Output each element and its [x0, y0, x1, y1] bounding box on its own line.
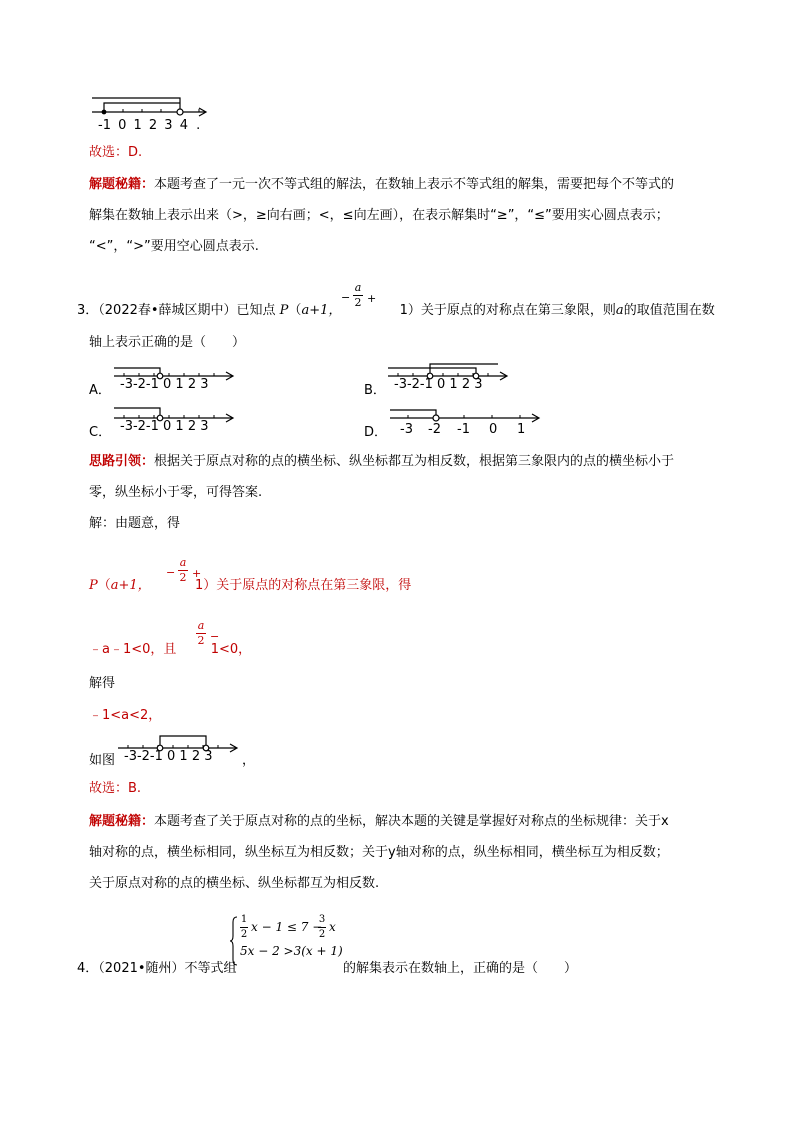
- solution-answer: 故选：B.: [89, 781, 142, 796]
- q3-stem-line-1: [77, 302, 715, 320]
- guide-text-1: 根据关于原点对称的点的横坐标、纵坐标都互为相反数，根据第三象限内的点的横坐标小于: [154, 454, 675, 469]
- guide-colon: ：: [141, 454, 155, 469]
- top-tip-colon: ：: [141, 177, 155, 192]
- q3-option-c-number-line[interactable]: [112, 400, 242, 444]
- q3-option-d-tick: 1: [517, 422, 526, 437]
- guide-line-1: [89, 453, 674, 471]
- solution-p-line: [89, 577, 411, 595]
- top-tip-text-1: 本题考查了一元一次不等式组的解法，在数轴上表示不等式组的解集，需要把每个不等式的: [154, 177, 675, 192]
- top-tip-line-1: [89, 176, 674, 194]
- q3-fraction: [353, 282, 363, 309]
- solution-a-plus-one: a+1，: [110, 578, 151, 593]
- top-number-line: [90, 92, 230, 136]
- q4-suffix: 的解集表示在数轴上，正确的是（ ）: [343, 961, 578, 976]
- q3-option-d-label[interactable]: D．: [364, 425, 388, 440]
- q4-brace-icon: [230, 916, 238, 966]
- solution-intro: 解：由题意，得: [89, 516, 181, 531]
- solution-p-frac-den: 2: [179, 571, 187, 584]
- top-number-line-end: .: [196, 118, 201, 133]
- solution-p-frac-minus: −: [166, 566, 176, 579]
- q4-eq1-frac1-den: 2: [240, 929, 248, 940]
- bottom-tip-label: 解题秘籍: [89, 814, 142, 829]
- solution-p-frac-num: a: [179, 556, 187, 569]
- q3-option-c-label[interactable]: C．: [89, 425, 112, 440]
- q3-option-b-number-line[interactable]: [386, 358, 516, 402]
- q3-option-a-label[interactable]: A．: [89, 383, 111, 398]
- solution-ineq-part2: 1<0，: [210, 642, 252, 657]
- bottom-tip-text-2: 轴对称的点，横坐标相同，纵坐标互为相反数；关于y轴对称的点，纵坐标相同，横坐标互为相反数；: [89, 845, 669, 860]
- bottom-tip-colon: ：: [141, 814, 155, 829]
- q3-frac-num: a: [354, 281, 362, 294]
- q4-eq1-frac2: [318, 914, 326, 941]
- q3-option-d-tick: -2: [428, 422, 441, 437]
- q4-eq2: 5x − 2 >3(x + 1): [240, 944, 343, 958]
- q4-eq1-frac1: [240, 914, 248, 941]
- q3-var-a: a: [615, 303, 624, 318]
- q3-frac-plus: +: [367, 292, 377, 305]
- guide-label: 思路引领: [89, 454, 142, 469]
- solution-figure-ticks: -3-2-1 0 1 2 3: [124, 749, 213, 764]
- solution-p-rest: 1）关于原点的对称点在第三象限，得: [194, 578, 412, 593]
- q3-option-d-tick: 0: [489, 422, 498, 437]
- guide-text-2: 零，纵坐标小于零，可得答案.: [89, 485, 263, 500]
- solution-solve: 解得: [89, 676, 116, 691]
- q3-prefix: 3．（2022春•薛城区期中）已知点: [77, 303, 276, 318]
- bottom-tip-text-3: 关于原点对称的点的横坐标、纵坐标都互为相反数.: [89, 876, 380, 891]
- q3-option-a-ticks: -3-2-1 0 1 2 3: [120, 377, 209, 392]
- top-number-line-ticks: -1 0 1 2 3 4: [98, 118, 188, 133]
- solution-ineq-frac-minus: −: [210, 630, 220, 643]
- q4-eq1-frac1-num: 1: [240, 914, 248, 925]
- q3-option-b-ticks: -3-2-1 0 1 2 3: [394, 377, 483, 392]
- q4-eq1-frac2-den: 2: [318, 929, 326, 940]
- solution-figure-number-line: [116, 730, 246, 774]
- q3-frac-den: 2: [354, 296, 362, 309]
- q4-prefix: 4．（2021•随州）不等式组: [77, 961, 237, 976]
- solution-figure-suffix: ，: [242, 753, 256, 768]
- solution-figure-prefix: 如图: [89, 753, 116, 768]
- solution-ineq-fraction: [196, 620, 206, 647]
- solution-point-p: P: [89, 578, 98, 593]
- q3-one-close: 1）关于原点的对称点在第三象限，则: [399, 303, 616, 318]
- bottom-tip-line-1: [89, 813, 669, 831]
- q3-suffix: 的取值范围在数: [623, 303, 715, 318]
- q3-paren-open: （: [288, 303, 302, 318]
- top-tip-text-3: “<”，“>”要用空心圆点表示.: [89, 239, 259, 254]
- q3-stem-line-2: 轴上表示正确的是（ ）: [89, 335, 246, 350]
- q3-point-p: P: [279, 303, 289, 318]
- solution-ineq-part1: ﹣a﹣1<0，且: [89, 642, 177, 657]
- q3-option-c-ticks: -3-2-1 0 1 2 3: [120, 419, 209, 434]
- solution-p-frac-plus: +: [192, 567, 202, 580]
- q3-option-d-tick: -3: [400, 422, 413, 437]
- solution-result: ﹣1<a<2，: [89, 708, 162, 723]
- solution-ineq-frac-num: a: [197, 619, 205, 632]
- solution-p-fraction: [178, 557, 188, 584]
- q4-inequality-system: [230, 914, 345, 966]
- q4-eq1-frac2-num: 3: [318, 914, 326, 925]
- q4-eq1-x: x: [329, 920, 336, 934]
- solution-paren-open: （: [97, 578, 111, 593]
- bottom-tip-text-1: 本题考查了关于原点对称的点的坐标，解决本题的关键是掌握好对称点的坐标规律：关于x: [154, 814, 669, 829]
- q3-option-b-label[interactable]: B．: [364, 383, 386, 398]
- q3-a-plus-one: a+1，: [301, 303, 342, 318]
- q4-eq1-main: x − 1 ≤ 7 −: [251, 920, 323, 934]
- q3-option-d-tick: -1: [457, 422, 470, 437]
- top-tip-label: 解题秘籍: [89, 177, 142, 192]
- q3-option-a-number-line[interactable]: [112, 358, 242, 402]
- top-answer: 故选：D.: [89, 145, 143, 160]
- q3-frac-minus: −: [341, 291, 351, 304]
- top-tip-text-2: 解集在数轴上表示出来（>，≥向右画；<，≤向左画），在表示解集时“≥”，“≤”要用实心圆点表示；: [89, 208, 669, 223]
- solution-ineq-line: [89, 641, 251, 659]
- q3-option-d-number-line[interactable]: [388, 398, 548, 442]
- solution-ineq-frac-den: 2: [197, 634, 205, 647]
